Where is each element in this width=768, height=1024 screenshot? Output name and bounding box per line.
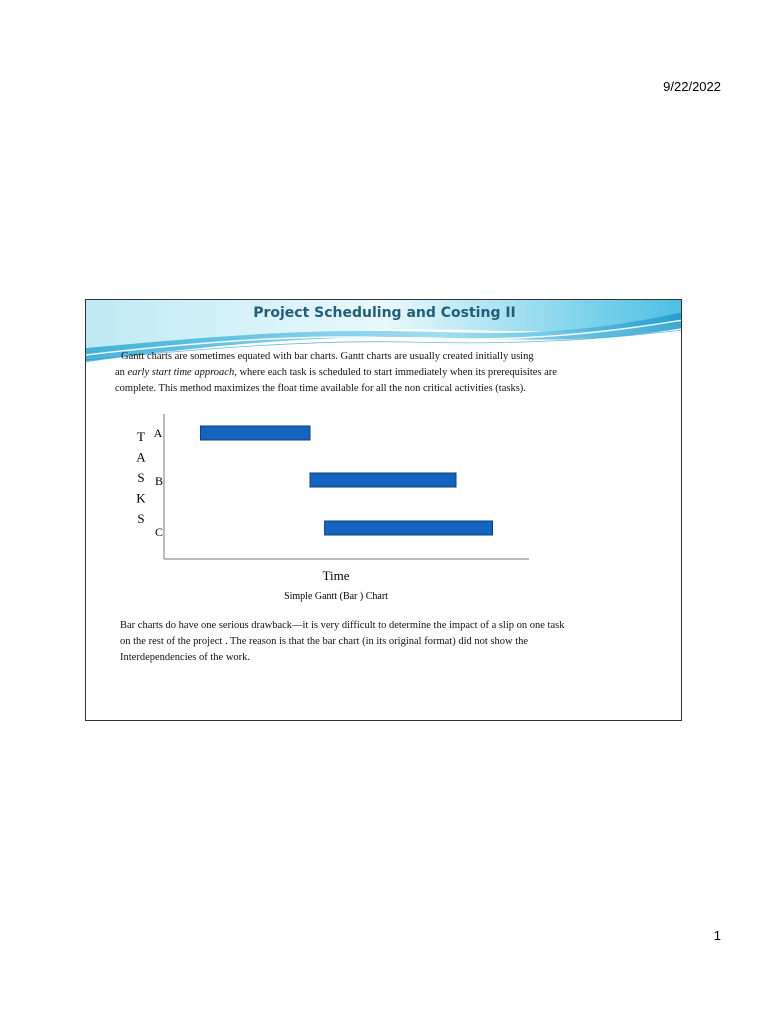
task-label-b: B (154, 474, 164, 488)
y-axis-label-letter: K (136, 490, 146, 506)
slide-title: Project Scheduling and Costing II (253, 305, 516, 321)
drawback-line-1: Bar charts do have one serious drawback—it is very difficult to determine the impact of a slip on one task (120, 620, 565, 631)
y-axis-label-letter: S (137, 511, 145, 526)
page-number: 1 (713, 928, 721, 943)
intro-emphasis: early start time approach (127, 367, 235, 378)
x-axis-label: Time (322, 568, 350, 583)
y-axis-label-letter: T (137, 429, 145, 444)
gantt-chart (86, 300, 682, 610)
intro-line-3: complete. This method maximizes the float time available for all the non critical activities (tasks). (115, 383, 526, 394)
task-label-a: A (153, 426, 163, 440)
gantt-bar-c (325, 521, 493, 535)
slide (85, 299, 682, 721)
intro-line-1: Gantt charts are sometimes equated with bar charts. Gantt charts are usually created initially using (121, 351, 534, 362)
chart-caption: Simple Gantt (Bar ) Chart (284, 591, 388, 602)
intro-line-2: an early start time approach, where each task is scheduled to start immediately when its prerequisites are (115, 367, 557, 378)
drawback-line-2: on the rest of the project . The reason is that the bar chart (in its original format) did not show the (120, 636, 529, 647)
gantt-bar-a (201, 426, 311, 440)
gantt-bar-b (310, 473, 456, 487)
y-axis-label-letter: A (136, 449, 146, 465)
drawback-paragraph (120, 618, 665, 666)
y-axis-label-letter: S (137, 470, 145, 485)
page-date: 9/22/2022 (663, 79, 721, 94)
task-label-c: C (154, 525, 164, 539)
drawback-line-3: Interdependencies of the work. (120, 652, 251, 663)
